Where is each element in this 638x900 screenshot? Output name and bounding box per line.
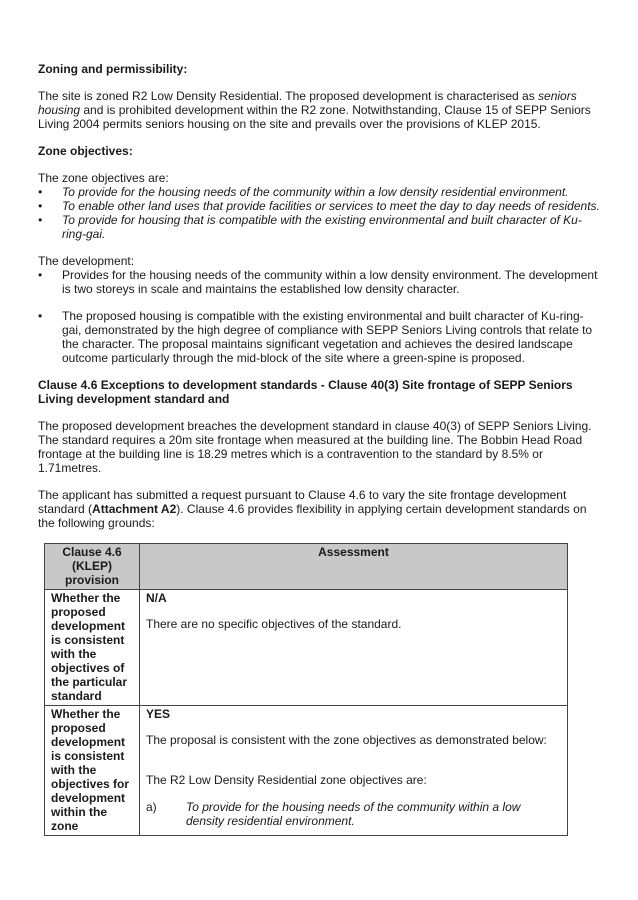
clause-paragraph-2: The applicant has submitted a request pursuant to Clause 4.6 to vary the site frontage development standard (Attachment A2). Clause 4.6 provides flexibility in applying certain development standards on the following grounds: [38, 488, 587, 530]
zone-objectives-list [38, 185, 600, 241]
development-intro: The development: [38, 254, 135, 268]
assessment-text: There are no specific objectives of the standard. [146, 617, 402, 631]
table-header-provision: Clause 4.6 (KLEP) provision [45, 544, 140, 590]
table-row [45, 706, 568, 836]
assessment-text: The proposal is consistent with the zone objectives as demonstrated below: [146, 733, 547, 747]
zone-objectives-heading: Zone objectives: [38, 144, 133, 158]
zone-objectives-intro: The zone objectives are: [38, 171, 169, 185]
zoning-heading: Zoning and permissibility: [38, 62, 188, 76]
table-cell-provision: Whether the proposed development is consistent with the objectives of the particular standard [45, 590, 140, 706]
assessment-text: The R2 Low Density Residential zone objectives are: [146, 773, 427, 787]
list-item: • To provide for housing that is compatible with the existing environmental and built character of Ku-ring-gai. [38, 213, 600, 241]
table-cell-assessment [140, 706, 568, 836]
list-item: • Provides for the housing needs of the community within a low density environment. The development is two storeys in scale and maintains the established low density character. [38, 268, 600, 296]
objective-item-label: a) [146, 800, 157, 814]
objective-item [146, 800, 561, 828]
clause-paragraph-1: The proposed development breaches the development standard in clause 40(3) of SEPP Seniors Living. The standard requires a 20m site frontage when measured at the building line. The Bobbin Head Road frontage at the building line is 18.29 metres which is a contravention to the standard by 8.5% or 1.71metres. [38, 419, 592, 475]
table-cell-assessment [140, 590, 568, 706]
table-header-row [45, 544, 568, 590]
list-item: • To provide for the housing needs of the community within a low density residential environment. [38, 185, 600, 199]
assessment-result: N/A [146, 591, 167, 605]
table-header-assessment: Assessment [140, 544, 568, 590]
table-cell-provision: Whether the proposed development is consistent with the objectives for development within the zone [45, 706, 140, 836]
document-page [38, 62, 600, 836]
list-item: • To enable other land uses that provide facilities or services to meet the day to day needs of residents. [38, 199, 600, 213]
development-list [38, 268, 600, 365]
table-row [45, 590, 568, 706]
assessment-table [44, 543, 568, 836]
objective-item-text: To provide for the housing needs of the community within a low density residential environment. [186, 800, 521, 828]
zoning-paragraph: The site is zoned R2 Low Density Residential. The proposed development is characterised as seniors housing and is prohibited development within the R2 zone. Notwithstanding, Clause 15 of SEPP Seniors Living 2004 permits seniors housing on the site and prevails over the provisions of KLEP 2015. [38, 89, 591, 131]
clause-heading: Clause 4.6 Exceptions to development standards - Clause 40(3) Site frontage of SEPP Seniors Living development standard and [38, 378, 573, 406]
assessment-result: YES [146, 707, 171, 721]
list-item: • The proposed housing is compatible with the existing environmental and built character of Ku-ring-gai, demonstrated by the high degree of compliance with SEPP Seniors Living controls that relate to the character. The proposal maintains significant vegetation and achieves the desired landscape outcome particularly through the mid-block of the site where a green-spine is proposed. [38, 309, 600, 365]
